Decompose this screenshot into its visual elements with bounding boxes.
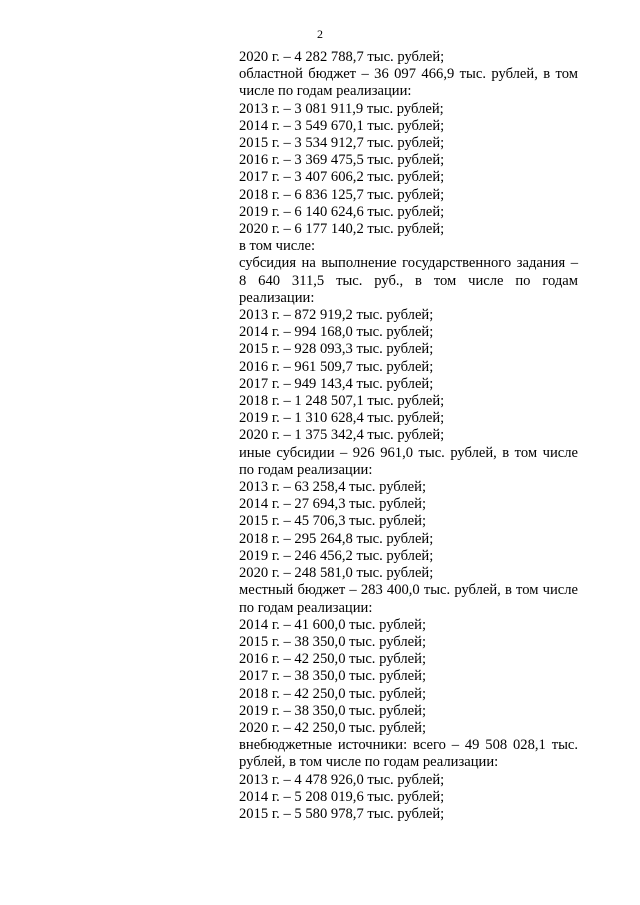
text-line: 2014 г. – 27 694,3 тыс. рублей; <box>239 496 426 513</box>
text-line: 2013 г. – 3 081 911,9 тыс. рублей; <box>239 100 444 117</box>
text-line: в том числе: <box>239 238 316 255</box>
paragraph: местный бюджет – 283 400,0 тыс. рублей, в том числе по годам реализации: <box>239 582 578 616</box>
text-line: 2016 г. – 42 250,0 тыс. рублей; <box>239 651 426 668</box>
text-line: 2017 г. – 949 143,4 тыс. рублей; <box>239 375 434 392</box>
text-line: 2015 г. – 45 706,3 тыс. рублей; <box>239 513 426 530</box>
text-line: 2020 г. – 4 282 788,7 тыс. рублей; <box>239 49 445 65</box>
text-line: 2015 г. – 3 534 912,7 тыс. рублей; <box>239 135 445 152</box>
text-line: 2020 г. – 42 250,0 тыс. рублей; <box>239 719 426 736</box>
page-number: 2 <box>317 27 323 41</box>
text-line: 2018 г. – 295 264,8 тыс. рублей; <box>239 530 434 547</box>
text-line: 2014 г. – 3 549 670,1 тыс. рублей; <box>239 117 445 134</box>
document-body <box>239 49 578 823</box>
text-line: 2015 г. – 5 580 978,7 тыс. рублей; <box>239 805 445 822</box>
text-line: 2018 г. – 1 248 507,1 тыс. рублей; <box>239 393 445 410</box>
text-line: 2019 г. – 6 140 624,6 тыс. рублей; <box>239 203 445 220</box>
paragraph: внебюджетные источники: всего – 49 508 028,1 тыс. рублей, в том числе по годам реализации: <box>239 737 578 771</box>
text-line: 2013 г. – 4 478 926,0 тыс. рублей; <box>239 771 445 788</box>
text-line: 2019 г. – 246 456,2 тыс. рублей; <box>239 547 434 564</box>
text-line: 2014 г. – 5 208 019,6 тыс. рублей; <box>239 788 445 805</box>
text-line: 2013 г. – 872 919,2 тыс. рублей; <box>239 307 434 324</box>
text-line: 2016 г. – 3 369 475,5 тыс. рублей; <box>239 152 445 169</box>
text-line: 2013 г. – 63 258,4 тыс. рублей; <box>239 479 426 496</box>
text-line: 2019 г. – 38 350,0 тыс. рублей; <box>239 702 426 719</box>
text-line: 2015 г. – 38 350,0 тыс. рублей; <box>239 633 426 650</box>
text-line: 2020 г. – 6 177 140,2 тыс. рублей; <box>239 221 445 238</box>
text-line: 2014 г. – 994 168,0 тыс. рублей; <box>239 324 434 341</box>
text-line: 2018 г. – 42 250,0 тыс. рублей; <box>239 685 426 702</box>
text-line: 2020 г. – 1 375 342,4 тыс. рублей; <box>239 427 445 444</box>
text-line: 2017 г. – 3 407 606,2 тыс. рублей; <box>239 169 445 186</box>
text-line: 2020 г. – 248 581,0 тыс. рублей; <box>239 565 434 582</box>
paragraph: областной бюджет – 36 097 466,9 тыс. рублей, в том числе по годам реализации: <box>239 66 578 100</box>
paragraph: иные субсидии – 926 961,0 тыс. рублей, в том числе по годам реализации: <box>239 444 578 478</box>
paragraph: субсидия на выполнение государственного задания – 8 640 311,5 тыс. руб., в том числе по годам реализации: <box>239 255 578 306</box>
text-line: 2015 г. – 928 093,3 тыс. рублей; <box>239 341 434 358</box>
text-line: 2019 г. – 1 310 628,4 тыс. рублей; <box>239 410 445 427</box>
text-line: 2014 г. – 41 600,0 тыс. рублей; <box>239 616 426 633</box>
text-line: 2018 г. – 6 836 125,7 тыс. рублей; <box>239 186 445 203</box>
text-line: 2016 г. – 961 509,7 тыс. рублей; <box>239 358 434 375</box>
text-line: 2017 г. – 38 350,0 тыс. рублей; <box>239 668 426 685</box>
